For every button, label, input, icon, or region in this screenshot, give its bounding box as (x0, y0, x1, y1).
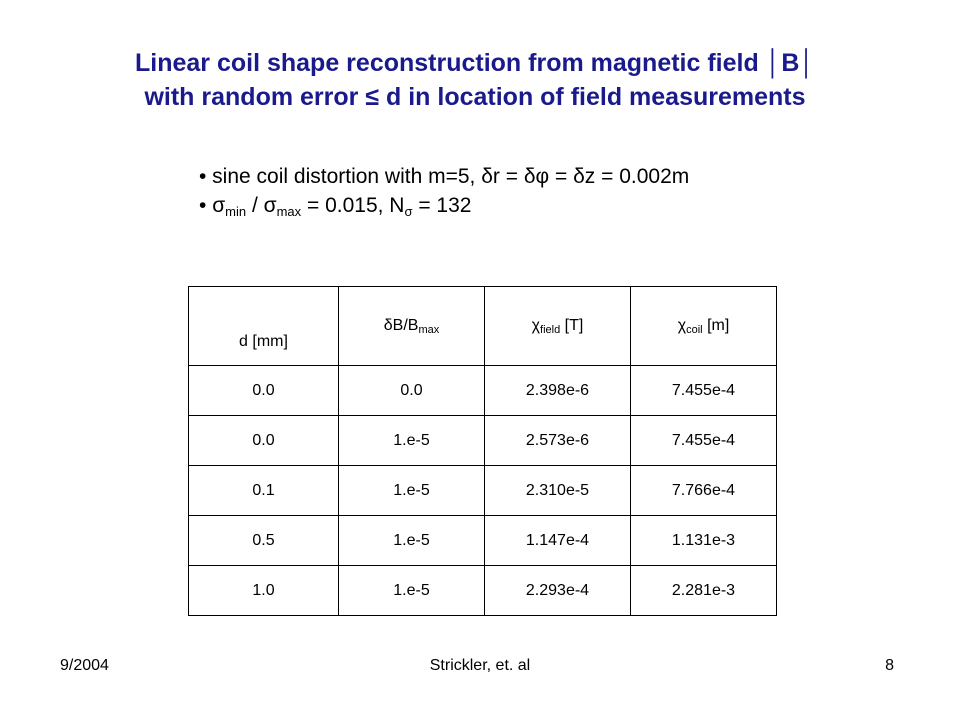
slide-title (0, 46, 960, 114)
cell-chi-field: 1.147e-4 (485, 516, 631, 566)
n-sigma-subscript: σ (404, 204, 413, 219)
header-chi-field (485, 287, 631, 366)
table-row (189, 416, 777, 466)
cell-chi-field: 2.398e-6 (485, 366, 631, 416)
cell-chi-field: 2.310e-5 (485, 466, 631, 516)
cell-d: 0.0 (189, 366, 339, 416)
footer-author: Strickler, et. al (429, 657, 531, 674)
table-row (189, 516, 777, 566)
table-row (189, 566, 777, 616)
cell-d: 1.0 (189, 566, 339, 616)
results-table (188, 286, 777, 616)
cell-delta-b: 0.0 (339, 366, 485, 416)
cell-chi-coil: 7.766e-4 (631, 466, 777, 516)
header-chi-coil-unit: [m] (702, 317, 730, 334)
cell-chi-field: 2.573e-6 (485, 416, 631, 466)
title-line-1: Linear coil shape reconstruction from magnetic field │B│ (135, 49, 815, 77)
title-line-2: with random error ≤ d in location of field measurements (144, 83, 806, 111)
ratio-value: = 0.015, N (301, 194, 405, 217)
footer-page-number: 8 (885, 657, 894, 674)
cell-delta-b: 1.e-5 (339, 416, 485, 466)
sigma-symbol: σ (212, 194, 226, 217)
header-chi-field-main: χ (531, 317, 541, 334)
cell-chi-coil: 1.131e-3 (631, 516, 777, 566)
header-chi-coil (631, 287, 777, 366)
cell-delta-b: 1.e-5 (339, 516, 485, 566)
cell-d: 0.5 (189, 516, 339, 566)
n-sigma-value: = 132 (412, 194, 472, 217)
cell-d: 0.1 (189, 466, 339, 516)
table-row (189, 366, 777, 416)
header-delta-b-sub: max (418, 324, 440, 336)
header-chi-field-unit: [T] (560, 317, 584, 334)
header-chi-field-sub: field (540, 324, 561, 336)
sigma-slash: / σ (246, 194, 277, 217)
bullet-marker: • (199, 194, 213, 217)
cell-delta-b: 1.e-5 (339, 466, 485, 516)
sigma-max-subscript: max (276, 204, 302, 219)
header-chi-coil-main: χ (677, 317, 687, 334)
footer-date: 9/2004 (60, 657, 109, 674)
cell-d: 0.0 (189, 416, 339, 466)
header-d-label: d [mm] (239, 333, 288, 350)
cell-chi-coil: 7.455e-4 (631, 366, 777, 416)
header-chi-coil-sub: coil (686, 324, 703, 336)
cell-chi-coil: 2.281e-3 (631, 566, 777, 616)
bullet-distortion: • sine coil distortion with m=5, δr = δφ = δz = 0.002m (199, 165, 690, 188)
header-delta-b (339, 287, 485, 366)
cell-delta-b: 1.e-5 (339, 566, 485, 616)
cell-chi-field: 2.293e-4 (485, 566, 631, 616)
table-header-row (189, 287, 777, 366)
sigma-min-subscript: min (225, 204, 247, 219)
bullet-sigma-ratio (199, 191, 689, 220)
table-row (189, 466, 777, 516)
bullet-list (199, 162, 689, 220)
header-d (189, 287, 339, 366)
cell-chi-coil: 7.455e-4 (631, 416, 777, 466)
header-delta-b-main: δB/B (383, 317, 419, 334)
